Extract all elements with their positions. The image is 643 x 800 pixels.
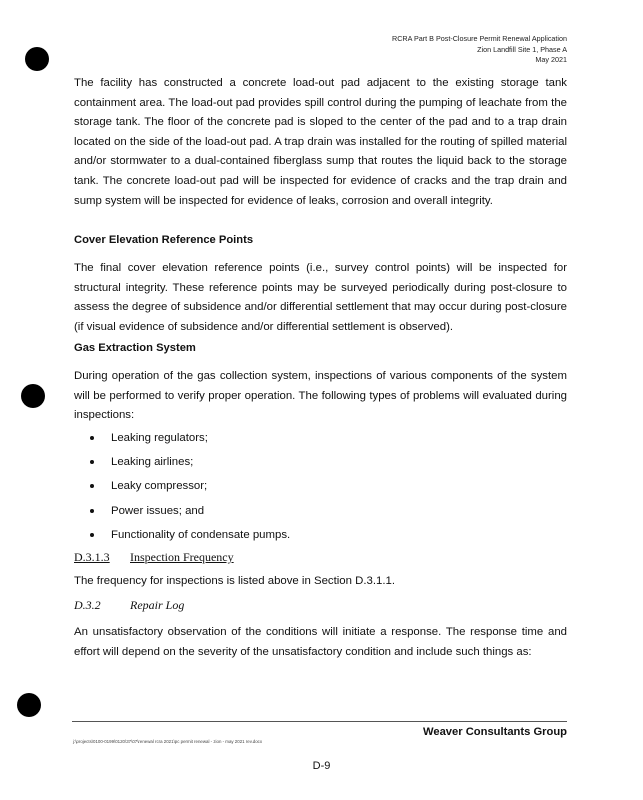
cover-elevation-paragraph: The final cover elevation reference points (i.e., survey control points) will be inspected for structural integrity. These reference points may be surveyed periodically during post-closure to assess the degree of subsidence and/or differential settlement that may occur during post-closure (if visual evidence of subsidence and/or differential settlement is observed). xyxy=(74,262,567,333)
bullet-icon xyxy=(90,460,94,464)
header-site-name: Zion Landfill Site 1, Phase A xyxy=(477,44,567,54)
list-item xyxy=(90,474,290,498)
gas-extraction-block xyxy=(74,367,567,426)
list-item-text: Leaking regulators; xyxy=(111,432,208,444)
section-d313-paragraph: The frequency for inspections is listed above in Section D.3.1.1. xyxy=(74,575,396,587)
hole-punch-top xyxy=(25,47,49,71)
section-number: D.3.1.3 xyxy=(74,550,110,564)
list-item-text: Leaking airlines; xyxy=(111,456,194,469)
list-item xyxy=(90,499,290,523)
bullet-icon xyxy=(90,533,94,537)
header-document-title: RCRA Part B Post-Closure Permit Renewal Application xyxy=(392,34,567,43)
list-item xyxy=(90,426,290,450)
section-title: Repair Log xyxy=(130,598,185,612)
gas-extraction-paragraph: During operation of the gas collection system, inspections of various components of the system will be performed to verify proper operation. The following types of problems will evaluated during inspections: xyxy=(74,370,567,422)
bullet-icon xyxy=(90,509,94,513)
gas-extraction-heading: Gas Extraction System xyxy=(74,342,196,354)
page-header xyxy=(392,34,567,66)
footer-file-path: j:\projects\0100-0199\0120\37\07\renewal rcra 2021\pc permit renewal - zion - may 2021 rev.docx xyxy=(73,739,263,744)
page-number: D-9 xyxy=(312,760,331,772)
section-number: D.3.2 xyxy=(74,598,101,612)
section-d313-block xyxy=(74,572,567,592)
list-item-text: Functionality of condensate pumps. xyxy=(111,528,291,541)
header-date: May 2021 xyxy=(535,55,567,64)
section-title: Inspection Frequency xyxy=(130,550,234,564)
intro-paragraph-block xyxy=(74,74,567,211)
hole-punch-bottom xyxy=(17,693,41,717)
list-item-text: Leaky compressor; xyxy=(111,480,208,493)
intro-paragraph: The facility has constructed a concrete load-out pad adjacent to the existing storage tank containment area. The load-out pad provides spill control during the pumping of leachate from the storage tank. The floor of the concrete pad is sloped to the center of the pad and to a trap drain located on the side of the load-out pad. A trap drain was installed for the routing of spilled material and/or stormwater to a dual-contained fiberglass sump that routes the liquid back to the storage tank. The concrete load-out pad will be inspected for evidence of cracks and the trap drain and sump system will be inspected for evidence of leaks, corrosion and overall integrity. xyxy=(74,77,567,207)
section-d32-block xyxy=(74,623,567,662)
problem-list xyxy=(90,426,290,547)
section-d32-heading xyxy=(74,598,184,613)
list-item-text: Power issues; and xyxy=(111,504,205,517)
list-item xyxy=(90,450,290,474)
bullet-icon xyxy=(90,484,94,488)
cover-elevation-heading: Cover Elevation Reference Points xyxy=(74,234,254,246)
bullet-icon xyxy=(90,436,94,440)
hole-punch-middle xyxy=(21,384,45,408)
cover-elevation-block xyxy=(74,259,567,337)
section-d32-paragraph: An unsatisfactory observation of the conditions will initiate a response. The response time and effort will depend on the severity of the unsatisfactory condition and include such things as: xyxy=(74,626,567,658)
section-d313-heading xyxy=(74,550,234,565)
footer-company-name: Weaver Consultants Group xyxy=(422,726,567,738)
footer-divider xyxy=(72,721,567,722)
list-item xyxy=(90,523,290,547)
